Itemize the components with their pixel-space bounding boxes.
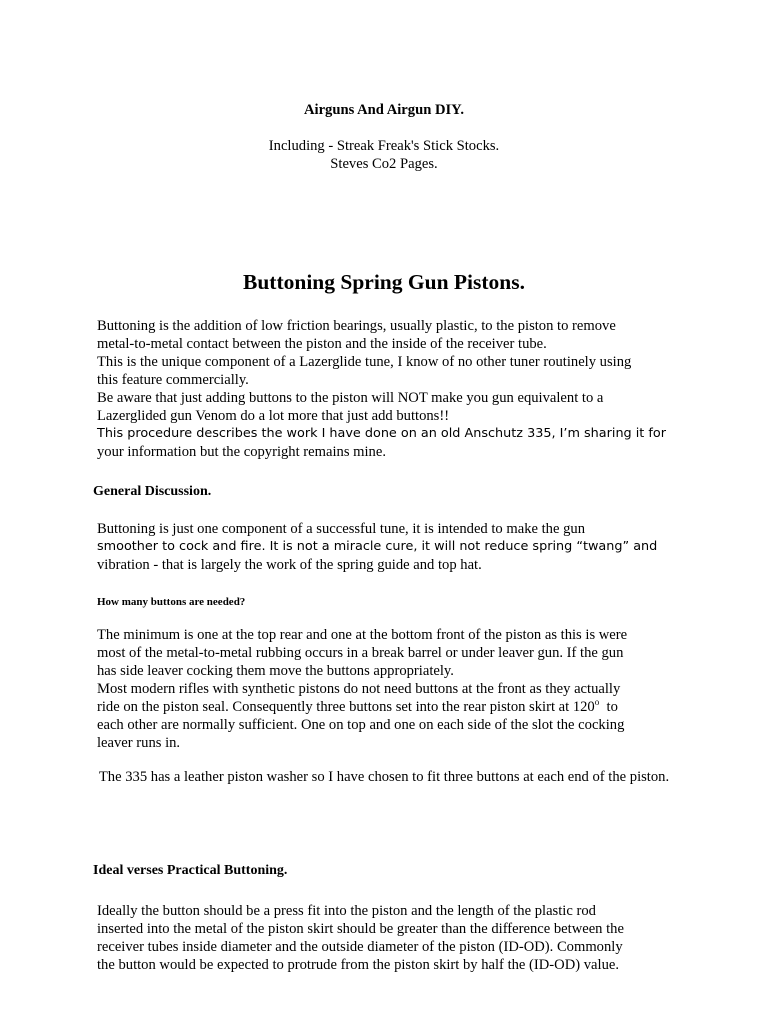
text-line: your information but the copyright remains mine. (97, 444, 386, 460)
text-line: the button would be expected to protrude from the piston skirt by half the (ID-OD) value. (97, 957, 619, 973)
text-line: This is the unique component of a Lazerglide tune, I know of no other tuner routinely using (97, 354, 632, 370)
ideal-paragraph (97, 902, 697, 974)
text-line: this feature commercially. (97, 372, 249, 388)
degree-mark: o (594, 697, 600, 707)
text-fragment: ride on the piston seal. Consequently three buttons set into the rear piston skirt at 120 (97, 699, 595, 715)
text-line: receiver tubes inside diameter and the outside diameter of the piston (ID-OD). Commonly (97, 939, 623, 955)
text-line: has side leaver cocking them move the buttons appropriately. (97, 663, 454, 679)
text-line: vibration - that is largely the work of the spring guide and top hat. (97, 557, 482, 573)
text-line: This procedure describes the work I have done on an old Anschutz 335, I’m sharing it for (97, 426, 666, 441)
text-line: Ideally the button should be a press fit into the piston and the length of the plastic rod (97, 903, 596, 919)
text-fragment: to (599, 699, 618, 715)
general-paragraph (97, 520, 697, 574)
text-line: leaver runs in. (97, 735, 181, 751)
text-line: Be aware that just adding buttons to the piston will NOT make you gun equivalent to a (97, 390, 604, 406)
text-line: Buttoning is the addition of low friction bearings, usually plastic, to the piston to remove (97, 318, 616, 334)
intro-paragraph (97, 317, 697, 461)
text-line: The minimum is one at the top rear and one at the bottom front of the piston as this is were (97, 627, 628, 643)
section-heading-ideal: Ideal verses Practical Buttoning. (93, 863, 288, 878)
site-subtitle (0, 137, 768, 173)
section-heading-general: General Discussion. (93, 484, 212, 499)
article-title: Buttoning Spring Gun Pistons. (243, 270, 525, 294)
text-line (97, 698, 697, 716)
section-heading-how-many: How many buttons are needed? (97, 596, 246, 608)
site-title: Airguns And Airgun DIY. (303, 102, 465, 118)
text-line: Lazerglided gun Venom do a lot more that just add buttons!! (97, 408, 450, 424)
text-line: inserted into the metal of the piston skirt should be greater than the difference between the (97, 921, 624, 937)
text-line: smoother to cock and fire. It is not a miracle cure, it will not reduce spring “twang” and (97, 539, 658, 554)
text-line: metal-to-metal contact between the piston and the inside of the receiver tube. (97, 336, 547, 352)
subtitle-line: Including - Streak Freak's Stick Stocks. (268, 138, 500, 154)
text-line: each other are normally sufficient. One on top and one on each side of the slot the cocking (97, 717, 625, 733)
text-line: Buttoning is just one component of a successful tune, it is intended to make the gun (97, 521, 585, 537)
subtitle-line: Steves Co2 Pages. (330, 156, 438, 172)
how-many-paragraph (97, 626, 697, 752)
text-line: most of the metal-to-metal rubbing occurs in a break barrel or under leaver gun. If the gun (97, 645, 624, 661)
text-line: Most modern rifles with synthetic pistons do not need buttons at the front as they actually (97, 681, 621, 697)
piston-washer-note: The 335 has a leather piston washer so I have chosen to fit three buttons at each end of the piston. (98, 769, 670, 785)
